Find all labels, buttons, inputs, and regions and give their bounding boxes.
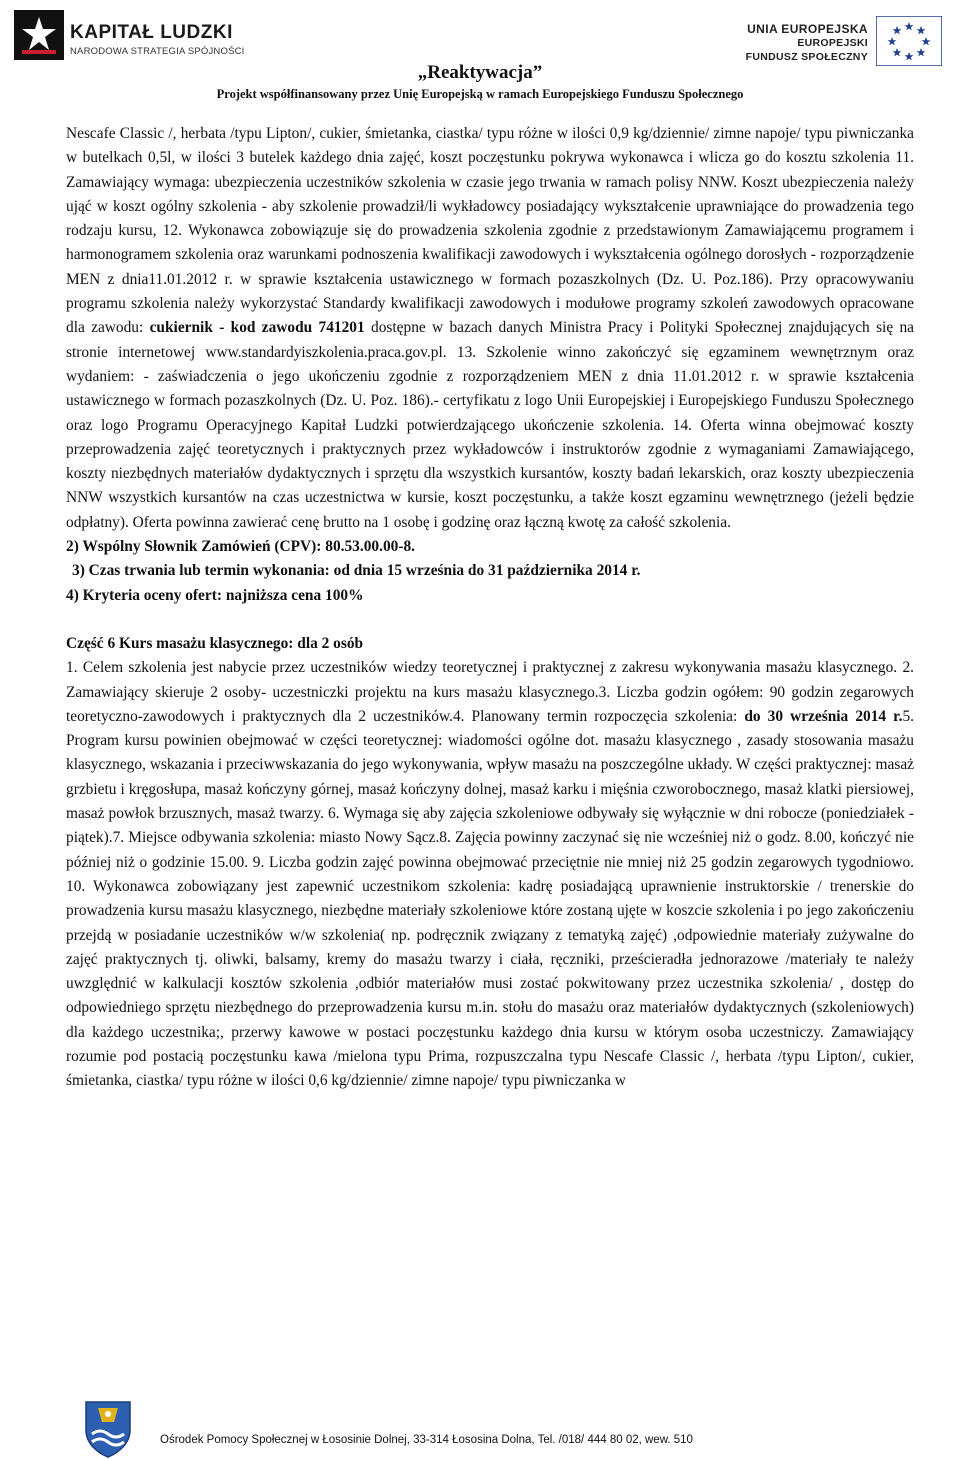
kapital-ludzki-logo (14, 10, 254, 60)
kapital-ludzki-title: KAPITAŁ LUDZKI (70, 22, 233, 43)
document-body (66, 122, 914, 1094)
term-line: 3) Czas trwania lub termin wykonania: od dnia 15 września do 31 października 2014 r. (72, 562, 641, 580)
ue-line-2: EUROPEJSKI (797, 37, 868, 49)
paragraph-part5-continuation (66, 122, 914, 535)
paragraph-part5-text-cont: dostępne w bazach danych Ministra Pracy i Polityki Społecznej znajdujących się na stronie internetowej www.standardyiszkolenia.praca.gov.pl. 13. Szkolenie winno zakończyć się egzaminem wewnętrznym oraz wydaniem: - zaświadczenia o jego ukończeniu zgodnie z rozporządzeniem MEN z dnia 11.01.2012 r. w sprawie kształcenia ustawicznego w formach pozaszkolnych (Dz. U. Poz. 186).- certyfikatu z logo Unii Europejskiej i Europejskiego Funduszu Społecznego oraz logo Programu Operacyjnego Kapitał Ludzki potwierdzającego ukończenie szkolenia. 14. Oferta winna obejmować koszty przeprowadzenia zajęć teoretycznych i praktycznych przez wykładowców i instruktorów zgodnie z wymaganiami Zamawiającego, koszty niezbędnych materiałów dydaktycznych i sprzętu dla wszystkich kursantów, koszty badań lekarskich, oraz koszty ubezpieczenia NNW wszystkich kursantów na czas uczestnictwa w kursie, koszt poczęstunku, a także koszt egzaminu wewnętrznego (jeżeli będzie odpłatny). Oferta powinna zawierać cenę brutto na 1 osobę i godzinę oraz łączną kwotę za całość szkolenia. (66, 319, 915, 531)
eu-flag-icon (876, 16, 942, 66)
project-title: „Reaktywacja” (417, 62, 543, 83)
criteria-line (66, 584, 914, 608)
document-header (0, 0, 960, 110)
start-deadline: do 30 września 2014 r. (744, 707, 903, 725)
kapital-ludzki-emblem-icon (14, 10, 64, 60)
footer-address: Ośrodek Pomocy Społecznej w Łososinie Dolnej, 33-314 Łososina Dolna, Tel. /018/ 444 80 02, wew. 510 (160, 1434, 693, 1446)
profession-code: cukiernik - kod zawodu 741201 (149, 319, 365, 337)
municipality-crest-icon (82, 1400, 134, 1458)
ue-logo-text (746, 22, 868, 64)
kapital-ludzki-subtitle: NARODOWA STRATEGIA SPÓJNOŚCI (70, 46, 245, 57)
paragraph-part5-text: Nescafe Classic /, herbata /typu Lipton/, cukier, śmietanka, ciastka/ typu różne w ilości 0,9 kg/dziennie/ zimne napoje/ typu piwniczanka w butelkach 0,5l, w ilości 3 butelek każdego dnia zajęć, koszt poczęstunku pokrywa wykonawca i wlicza go do kosztu szkolenia 11. Zamawiający wymaga: ubezpieczenia uczestników szkolenia w czasie jego trwania w ramach polisy NNW. Koszt ubezpieczenia należy ująć w koszt ogólny szkolenia - aby szkolenie prowadził/li wykładowcy posiadający wykształcenie uprawniające do prowadzenia tego rodzaju kursu, 12. Wykonawca zobowiązuje się do prowadzenia szkolenia zgodnie z przedstawionym Zamawiającemu programem i harmonogramem szkolenia oraz warunkami podnoszenia kwalifikacji zawodowych i wykształcenia ogólnego dorosłych - rozporządzenie MEN z dnia11.01.2012 r. w sprawie kształcenia ustawicznego w formach pozaszkolnych (Dz. U. Poz.186). Przy opracowywaniu programu szkolenia należy wykorzystać Standardy kwalifikacji zawodowych i modułowe programy szkoleń zawodowych opracowane dla zawodu: (66, 125, 914, 337)
criteria-value: najniższa cena 100% (225, 586, 364, 604)
criteria-label: 4) Kryteria oceny ofert: (66, 586, 222, 604)
ue-line-3: FUNDUSZ SPOŁECZNY (745, 51, 868, 63)
part6-heading: Część 6 Kurs masażu klasycznego: dla 2 osób (66, 634, 364, 652)
cpv-line: 2) Wspólny Słownik Zamówień (CPV): 80.53.00.00-8. (66, 538, 416, 556)
section-gap (66, 608, 914, 632)
paragraph-part6-text: 1. Celem szkolenia jest nabycie przez uczestników wiedzy teoretycznej i praktycznej z zakresu wykonywania masażu klasycznego. 2. Zamawiający skieruje 2 osoby- uczestniczki projektu na kurs masażu klasycznego.3. Liczba godzin ogółem: 90 godzin zegarowych teoretyczno-zawodowych i praktycznych dla 2 uczestników.4. Planowany termin rozpoczęcia szkolenia: (66, 659, 914, 725)
paragraph-part6 (66, 656, 914, 1093)
paragraph-part6-text-cont: 5. Program kursu powinien obejmować w części teoretycznej: wiadomości ogólne dot. masażu klasycznego , zasady stosowania masażu klasycznego, wskazania i przeciwwskazania do jego wykonywania, wpływ masażu na poszczególne układy. W części praktycznej: masaż grzbietu i kręgosłupa, masaż kończyny górnej, masaż kończyny dolnej, masaż karku i mięśnia czworobocznego, masaż klatki piersiowej, masaż powłok brzusznych, masaż twarzy. 6. Wymaga się aby zajęcia szkoleniowe odbywały się wyłącznie w dni robocze (poniedziałek - piątek).7. Miejsce odbywania szkolenia: miasto Nowy Sącz.8. Zajęcia powinny zaczynać się nie wcześniej niż o godz. 8.00, kończyć nie później niż o godzinie 15.00. 9. Liczba godzin zajęć powinna obejmować przeciętnie nie mniej niż 25 godzin zegarowych tygodniowo. 10. Wykonawca zobowiązany jest zapewnić uczestnikom szkolenia: kadrę posiadającą uprawnienie instruktorskie / trenerskie do prowadzenia kursu masażu klasycznego, niezbędne materiały szkoleniowe które zostaną ujęte w koszcie szkolenia i po jego zakończeniu przejdą w posiadanie uczestników w/w szkolenia( np. podręcznik związany z tematyką zajęć) ,odpowiednie materiały zużywalne do zajęć praktycznych tj. oliwki, balsamy, kremy do masażu twarzy i ciała, ręczniki, prześcieradła jednorazowe /materiały te należy uwzględnić w kalkulacji kosztów szkolenia ,odbiór materiałów musi zostać pokwitowany przez uczestnika szkolenia/ , dostęp do odpowiedniego sprzętu niezbędnego do przeprowadzenia kursu m.in. stołu do masażu oraz materiałów dydaktycznych (szkoleniowych) dla każdego uczestnika;, przerwy kawowe w postaci poczęstunku każdego dnia kursu w którym osoba uczestniczy. Zamawiający rozumie pod postacią poczęstunku kawa /mielona typu Prima, rozpuszczalna typu Nescafe Classic /, herbata /typu Lipton/, cukier, śmietanka, ciastka/ typu różne w ilości 0,6 kg/dziennie/ zimne napoje/ typu piwniczanka w (66, 707, 914, 1090)
document-footer (0, 1400, 960, 1459)
project-subtitle: Projekt współfinansowany przez Unię Europejską w ramach Europejskiego Funduszu Społecznego (216, 87, 744, 101)
ue-line-1: UNIA EUROPEJSKA (747, 22, 868, 36)
